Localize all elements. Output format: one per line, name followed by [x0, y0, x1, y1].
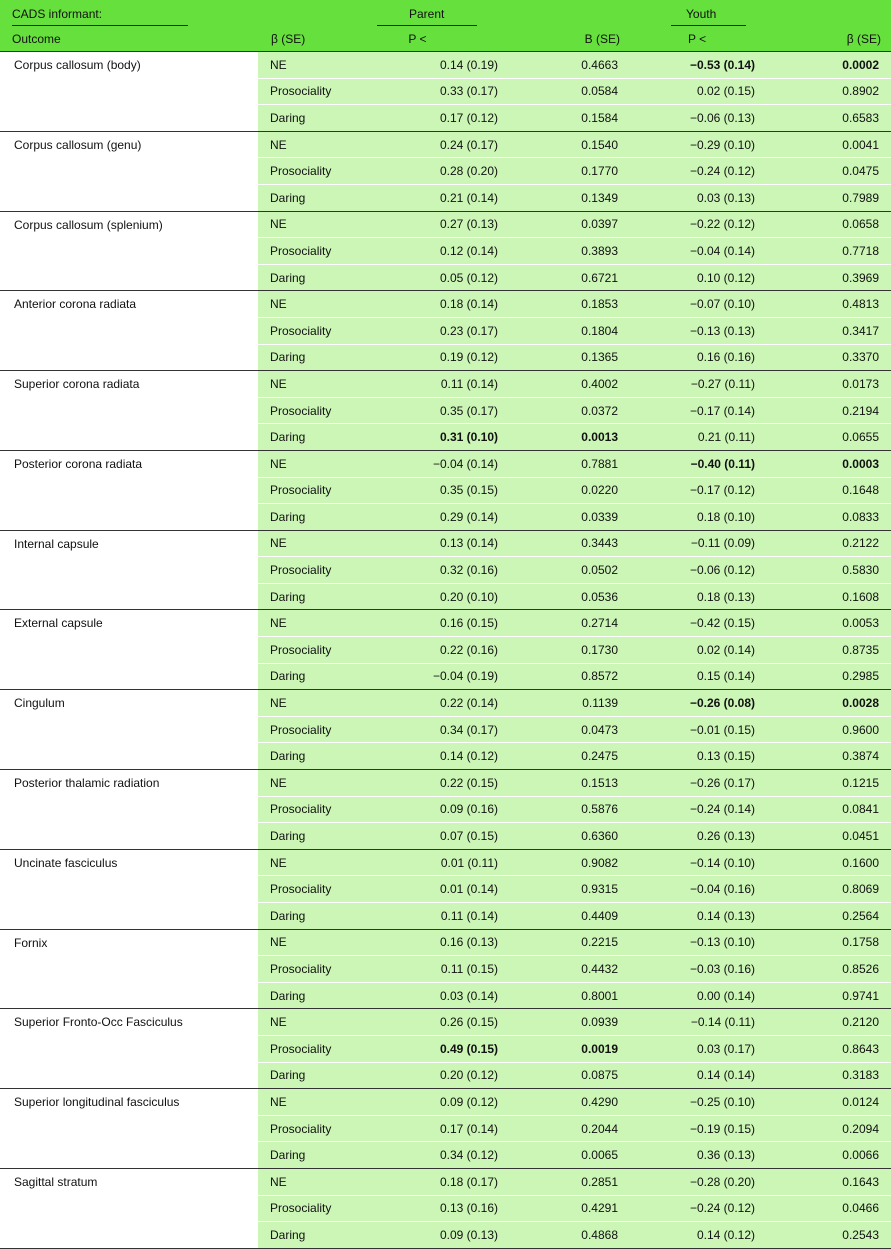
youth-beta-cell: −0.04 (0.14) — [630, 238, 767, 265]
youth-beta-cell: −0.01 (0.15) — [630, 716, 767, 743]
parent-beta-cell: 0.29 (0.14) — [385, 504, 510, 531]
youth-p-cell: 0.2564 — [767, 903, 891, 930]
youth-beta-cell: −0.17 (0.14) — [630, 397, 767, 424]
table-row — [0, 610, 891, 637]
outcome-cell: Superior longitudinal fasciculus — [0, 1089, 258, 1169]
parent-p-cell: 0.8001 — [510, 982, 630, 1009]
youth-p-cell: 0.8643 — [767, 1035, 891, 1062]
parent-beta-cell: 0.35 (0.15) — [385, 477, 510, 504]
youth-p-cell: 0.0003 — [767, 450, 891, 477]
youth-beta-cell: −0.14 (0.10) — [630, 849, 767, 876]
col-header-parent-p: P < — [408, 31, 427, 46]
parent-p-cell: 0.0013 — [510, 424, 630, 451]
parent-group-label: Parent — [409, 7, 445, 21]
parent-p-cell: 0.2475 — [510, 743, 630, 770]
parent-p-cell: 0.4290 — [510, 1089, 630, 1116]
trait-cell: Prosociality — [258, 956, 385, 983]
parent-beta-cell: 0.07 (0.15) — [385, 823, 510, 850]
parent-p-cell: 0.5876 — [510, 796, 630, 823]
trait-cell: NE — [258, 690, 385, 717]
trait-cell: Prosociality — [258, 397, 385, 424]
youth-beta-cell: −0.29 (0.10) — [630, 131, 767, 158]
youth-p-cell: 0.7718 — [767, 238, 891, 265]
trait-cell: Prosociality — [258, 716, 385, 743]
youth-beta-cell: 0.14 (0.14) — [630, 1062, 767, 1089]
parent-beta-cell: 0.18 (0.17) — [385, 1168, 510, 1195]
youth-beta-cell: 0.00 (0.14) — [630, 982, 767, 1009]
youth-beta-cell: 0.03 (0.13) — [630, 184, 767, 211]
trait-cell: NE — [258, 929, 385, 956]
youth-p-cell: 0.3417 — [767, 317, 891, 344]
col-header-outcome: Outcome — [12, 31, 61, 46]
trait-cell: Daring — [258, 903, 385, 930]
parent-beta-cell: 0.34 (0.12) — [385, 1142, 510, 1169]
parent-p-cell: 0.0065 — [510, 1142, 630, 1169]
youth-beta-cell: −0.17 (0.12) — [630, 477, 767, 504]
parent-beta-cell: 0.34 (0.17) — [385, 716, 510, 743]
parent-beta-cell: 0.18 (0.14) — [385, 291, 510, 318]
parent-p-cell: 0.7881 — [510, 450, 630, 477]
youth-p-cell: 0.0053 — [767, 610, 891, 637]
trait-cell: Daring — [258, 184, 385, 211]
table-body — [0, 52, 891, 1249]
youth-beta-cell: −0.14 (0.11) — [630, 1009, 767, 1036]
trait-cell: Prosociality — [258, 238, 385, 265]
youth-p-cell: 0.0066 — [767, 1142, 891, 1169]
youth-beta-cell: 0.18 (0.10) — [630, 504, 767, 531]
informant-rule — [12, 25, 188, 26]
youth-beta-cell: −0.25 (0.10) — [630, 1089, 767, 1116]
table-row — [0, 371, 891, 398]
parent-p-cell: 0.0220 — [510, 477, 630, 504]
table-row — [0, 929, 891, 956]
youth-p-cell: 0.2120 — [767, 1009, 891, 1036]
parent-beta-cell: 0.24 (0.17) — [385, 131, 510, 158]
parent-beta-cell: 0.05 (0.12) — [385, 264, 510, 291]
outcome-cell: Cingulum — [0, 690, 258, 770]
parent-beta-cell: 0.16 (0.15) — [385, 610, 510, 637]
parent-p-cell: 0.1853 — [510, 291, 630, 318]
parent-beta-cell: 0.31 (0.10) — [385, 424, 510, 451]
outcome-cell: Sagittal stratum — [0, 1168, 258, 1248]
parent-p-cell: 0.0339 — [510, 504, 630, 531]
trait-cell: NE — [258, 52, 385, 79]
parent-p-cell: 0.1770 — [510, 158, 630, 185]
parent-beta-cell: 0.09 (0.12) — [385, 1089, 510, 1116]
parent-p-cell: 0.0372 — [510, 397, 630, 424]
youth-beta-cell: −0.03 (0.16) — [630, 956, 767, 983]
youth-p-cell: 0.8069 — [767, 876, 891, 903]
parent-beta-cell: 0.13 (0.16) — [385, 1195, 510, 1222]
trait-cell: NE — [258, 1168, 385, 1195]
youth-p-cell: 0.0658 — [767, 211, 891, 238]
parent-beta-cell: 0.32 (0.16) — [385, 557, 510, 584]
table-row — [0, 770, 891, 797]
parent-beta-cell: 0.20 (0.12) — [385, 1062, 510, 1089]
outcome-cell: Corpus callosum (genu) — [0, 131, 258, 211]
col-header-youth-b: B (SE) — [584, 31, 620, 46]
youth-beta-cell: 0.36 (0.13) — [630, 1142, 767, 1169]
trait-cell: Daring — [258, 583, 385, 610]
trait-cell: Prosociality — [258, 317, 385, 344]
parent-beta-cell: 0.16 (0.13) — [385, 929, 510, 956]
youth-p-cell: 0.1600 — [767, 849, 891, 876]
parent-beta-cell: 0.14 (0.19) — [385, 52, 510, 79]
table-row — [0, 291, 891, 318]
parent-beta-cell: 0.23 (0.17) — [385, 317, 510, 344]
youth-p-cell: 0.2985 — [767, 663, 891, 690]
parent-p-cell: 0.1349 — [510, 184, 630, 211]
youth-beta-cell: 0.02 (0.14) — [630, 637, 767, 664]
youth-beta-cell: 0.03 (0.17) — [630, 1035, 767, 1062]
table-row — [0, 211, 891, 238]
trait-cell: Daring — [258, 1062, 385, 1089]
header-row-informant — [0, 0, 891, 26]
trait-cell: Daring — [258, 1222, 385, 1249]
parent-p-cell: 0.4868 — [510, 1222, 630, 1249]
table-row — [0, 52, 891, 79]
trait-cell: NE — [258, 530, 385, 557]
parent-p-cell: 0.4002 — [510, 371, 630, 398]
parent-p-cell: 0.9082 — [510, 849, 630, 876]
parent-p-cell: 0.1730 — [510, 637, 630, 664]
parent-beta-cell: 0.22 (0.15) — [385, 770, 510, 797]
parent-p-cell: 0.2851 — [510, 1168, 630, 1195]
parent-p-cell: 0.3443 — [510, 530, 630, 557]
parent-p-cell: 0.2714 — [510, 610, 630, 637]
trait-cell: Daring — [258, 344, 385, 371]
parent-p-cell: 0.2215 — [510, 929, 630, 956]
youth-beta-cell: −0.07 (0.10) — [630, 291, 767, 318]
youth-p-cell: 0.3370 — [767, 344, 891, 371]
youth-p-cell: 0.3183 — [767, 1062, 891, 1089]
youth-beta-cell: 0.13 (0.15) — [630, 743, 767, 770]
youth-p-cell: 0.8735 — [767, 637, 891, 664]
trait-cell: NE — [258, 371, 385, 398]
col-header-parent-beta: β (SE) — [271, 31, 306, 46]
parent-p-cell: 0.6721 — [510, 264, 630, 291]
parent-p-cell: 0.1584 — [510, 105, 630, 132]
trait-cell: NE — [258, 450, 385, 477]
youth-p-cell: 0.2543 — [767, 1222, 891, 1249]
youth-beta-cell: −0.13 (0.13) — [630, 317, 767, 344]
trait-cell: NE — [258, 1009, 385, 1036]
parent-p-cell: 0.0473 — [510, 716, 630, 743]
table-row — [0, 1089, 891, 1116]
youth-p-cell: 0.2194 — [767, 397, 891, 424]
table-row — [0, 1009, 891, 1036]
youth-beta-cell: −0.04 (0.16) — [630, 876, 767, 903]
table-header — [0, 0, 891, 52]
youth-p-cell: 0.5830 — [767, 557, 891, 584]
outcome-cell: Posterior thalamic radiation — [0, 770, 258, 850]
trait-cell: Daring — [258, 1142, 385, 1169]
trait-cell: Daring — [258, 424, 385, 451]
informant-label: CADS informant: — [12, 7, 103, 21]
table-row — [0, 690, 891, 717]
youth-beta-cell: −0.26 (0.08) — [630, 690, 767, 717]
trait-cell: Prosociality — [258, 1035, 385, 1062]
youth-p-cell: 0.0841 — [767, 796, 891, 823]
parent-beta-cell: −0.04 (0.14) — [385, 450, 510, 477]
parent-p-cell: 0.0875 — [510, 1062, 630, 1089]
youth-p-cell: 0.1643 — [767, 1168, 891, 1195]
outcome-cell: Superior Fronto-Occ Fasciculus — [0, 1009, 258, 1089]
parent-p-cell: 0.0584 — [510, 78, 630, 105]
parent-p-cell: 0.1540 — [510, 131, 630, 158]
trait-cell: Daring — [258, 264, 385, 291]
col-header-youth-p: P < — [688, 31, 707, 46]
parent-beta-cell: 0.19 (0.12) — [385, 344, 510, 371]
youth-p-cell: 0.3874 — [767, 743, 891, 770]
youth-beta-cell: −0.42 (0.15) — [630, 610, 767, 637]
youth-p-cell: 0.9741 — [767, 982, 891, 1009]
parent-p-cell: 0.2044 — [510, 1115, 630, 1142]
parent-p-cell: 0.1513 — [510, 770, 630, 797]
parent-beta-cell: 0.17 (0.14) — [385, 1115, 510, 1142]
youth-p-cell: 0.1758 — [767, 929, 891, 956]
youth-p-cell: 0.1648 — [767, 477, 891, 504]
outcome-cell: Anterior corona radiata — [0, 291, 258, 371]
youth-beta-cell: −0.53 (0.14) — [630, 52, 767, 79]
trait-cell: Prosociality — [258, 78, 385, 105]
outcome-cell: Superior corona radiata — [0, 371, 258, 451]
table-row — [0, 849, 891, 876]
outcome-cell: Internal capsule — [0, 530, 258, 610]
parent-beta-cell: 0.11 (0.14) — [385, 903, 510, 930]
parent-beta-cell: 0.33 (0.17) — [385, 78, 510, 105]
youth-beta-cell: 0.02 (0.15) — [630, 78, 767, 105]
youth-beta-cell: −0.27 (0.11) — [630, 371, 767, 398]
parent-beta-cell: 0.13 (0.14) — [385, 530, 510, 557]
youth-p-cell: 0.0655 — [767, 424, 891, 451]
youth-beta-cell: −0.24 (0.12) — [630, 1195, 767, 1222]
youth-p-cell: 0.0451 — [767, 823, 891, 850]
youth-beta-cell: −0.19 (0.15) — [630, 1115, 767, 1142]
parent-group-rule — [377, 25, 477, 26]
youth-p-cell: 0.0173 — [767, 371, 891, 398]
parent-p-cell: 0.0939 — [510, 1009, 630, 1036]
trait-cell: NE — [258, 610, 385, 637]
youth-beta-cell: −0.13 (0.10) — [630, 929, 767, 956]
parent-beta-cell: 0.22 (0.16) — [385, 637, 510, 664]
youth-p-cell: 0.2122 — [767, 530, 891, 557]
parent-p-cell: 0.6360 — [510, 823, 630, 850]
youth-p-cell: 0.7989 — [767, 184, 891, 211]
youth-beta-cell: −0.24 (0.12) — [630, 158, 767, 185]
trait-cell: NE — [258, 1089, 385, 1116]
parent-beta-cell: 0.49 (0.15) — [385, 1035, 510, 1062]
youth-p-cell: 0.4813 — [767, 291, 891, 318]
youth-group-rule — [671, 25, 746, 26]
youth-p-cell: 0.9600 — [767, 716, 891, 743]
parent-beta-cell: 0.22 (0.14) — [385, 690, 510, 717]
parent-p-cell: 0.3893 — [510, 238, 630, 265]
parent-p-cell: 0.0502 — [510, 557, 630, 584]
youth-beta-cell: 0.10 (0.12) — [630, 264, 767, 291]
youth-p-cell: 0.1215 — [767, 770, 891, 797]
parent-p-cell: 0.1139 — [510, 690, 630, 717]
trait-cell: NE — [258, 131, 385, 158]
parent-beta-cell: 0.03 (0.14) — [385, 982, 510, 1009]
trait-cell: Daring — [258, 105, 385, 132]
trait-cell: Prosociality — [258, 1115, 385, 1142]
youth-beta-cell: −0.06 (0.12) — [630, 557, 767, 584]
youth-p-cell: 0.6583 — [767, 105, 891, 132]
youth-beta-cell: −0.24 (0.14) — [630, 796, 767, 823]
trait-cell: NE — [258, 849, 385, 876]
youth-p-cell: 0.1608 — [767, 583, 891, 610]
parent-beta-cell: 0.20 (0.10) — [385, 583, 510, 610]
youth-beta-cell: −0.26 (0.17) — [630, 770, 767, 797]
youth-group-label: Youth — [686, 7, 717, 21]
youth-p-cell: 0.0466 — [767, 1195, 891, 1222]
parent-beta-cell: 0.21 (0.14) — [385, 184, 510, 211]
trait-cell: NE — [258, 291, 385, 318]
table-row — [0, 450, 891, 477]
parent-p-cell: 0.0536 — [510, 583, 630, 610]
parent-beta-cell: 0.12 (0.14) — [385, 238, 510, 265]
youth-p-cell: 0.0124 — [767, 1089, 891, 1116]
parent-beta-cell: 0.09 (0.16) — [385, 796, 510, 823]
parent-beta-cell: −0.04 (0.19) — [385, 663, 510, 690]
youth-beta-cell: 0.18 (0.13) — [630, 583, 767, 610]
parent-beta-cell: 0.01 (0.11) — [385, 849, 510, 876]
parent-beta-cell: 0.27 (0.13) — [385, 211, 510, 238]
parent-beta-cell: 0.17 (0.12) — [385, 105, 510, 132]
parent-beta-cell: 0.01 (0.14) — [385, 876, 510, 903]
table-row — [0, 131, 891, 158]
table-row — [0, 530, 891, 557]
parent-p-cell: 0.4432 — [510, 956, 630, 983]
trait-cell: Daring — [258, 663, 385, 690]
outcome-cell: Uncinate fasciculus — [0, 849, 258, 929]
col-header-youth-beta: β (SE) — [846, 31, 881, 46]
parent-beta-cell: 0.14 (0.12) — [385, 743, 510, 770]
parent-p-cell: 0.1804 — [510, 317, 630, 344]
parent-beta-cell: 0.26 (0.15) — [385, 1009, 510, 1036]
parent-p-cell: 0.9315 — [510, 876, 630, 903]
trait-cell: Prosociality — [258, 477, 385, 504]
parent-beta-cell: 0.09 (0.13) — [385, 1222, 510, 1249]
youth-beta-cell: 0.14 (0.12) — [630, 1222, 767, 1249]
youth-p-cell: 0.0833 — [767, 504, 891, 531]
youth-beta-cell: −0.22 (0.12) — [630, 211, 767, 238]
parent-beta-cell: 0.35 (0.17) — [385, 397, 510, 424]
trait-cell: Prosociality — [258, 796, 385, 823]
youth-p-cell: 0.3969 — [767, 264, 891, 291]
trait-cell: Prosociality — [258, 158, 385, 185]
youth-p-cell: 0.0002 — [767, 52, 891, 79]
trait-cell: NE — [258, 770, 385, 797]
youth-beta-cell: 0.21 (0.11) — [630, 424, 767, 451]
outcome-cell: Posterior corona radiata — [0, 450, 258, 530]
youth-beta-cell: −0.40 (0.11) — [630, 450, 767, 477]
trait-cell: Daring — [258, 504, 385, 531]
youth-p-cell: 0.0028 — [767, 690, 891, 717]
youth-beta-cell: 0.26 (0.13) — [630, 823, 767, 850]
parent-p-cell: 0.4291 — [510, 1195, 630, 1222]
table-row — [0, 1168, 891, 1195]
trait-cell: Prosociality — [258, 557, 385, 584]
trait-cell: Daring — [258, 823, 385, 850]
parent-p-cell: 0.4409 — [510, 903, 630, 930]
trait-cell: Daring — [258, 982, 385, 1009]
youth-beta-cell: 0.16 (0.16) — [630, 344, 767, 371]
youth-p-cell: 0.8526 — [767, 956, 891, 983]
trait-cell: NE — [258, 211, 385, 238]
trait-cell: Prosociality — [258, 876, 385, 903]
youth-p-cell: 0.8902 — [767, 78, 891, 105]
trait-cell: Prosociality — [258, 637, 385, 664]
youth-p-cell: 0.0041 — [767, 131, 891, 158]
youth-p-cell: 0.0475 — [767, 158, 891, 185]
youth-p-cell: 0.2094 — [767, 1115, 891, 1142]
parent-p-cell: 0.0019 — [510, 1035, 630, 1062]
outcome-cell: Corpus callosum (body) — [0, 52, 258, 132]
youth-beta-cell: 0.14 (0.13) — [630, 903, 767, 930]
trait-cell: Prosociality — [258, 1195, 385, 1222]
header-row-columns — [0, 26, 891, 52]
parent-p-cell: 0.0397 — [510, 211, 630, 238]
parent-p-cell: 0.1365 — [510, 344, 630, 371]
outcome-cell: Fornix — [0, 929, 258, 1009]
parent-beta-cell: 0.28 (0.20) — [385, 158, 510, 185]
parent-p-cell: 0.8572 — [510, 663, 630, 690]
youth-beta-cell: −0.06 (0.13) — [630, 105, 767, 132]
trait-cell: Daring — [258, 743, 385, 770]
youth-beta-cell: 0.15 (0.14) — [630, 663, 767, 690]
parent-p-cell: 0.4663 — [510, 52, 630, 79]
parent-beta-cell: 0.11 (0.15) — [385, 956, 510, 983]
outcome-cell: External capsule — [0, 610, 258, 690]
youth-beta-cell: −0.28 (0.20) — [630, 1168, 767, 1195]
youth-beta-cell: −0.11 (0.09) — [630, 530, 767, 557]
outcome-cell: Corpus callosum (splenium) — [0, 211, 258, 291]
parent-beta-cell: 0.11 (0.14) — [385, 371, 510, 398]
